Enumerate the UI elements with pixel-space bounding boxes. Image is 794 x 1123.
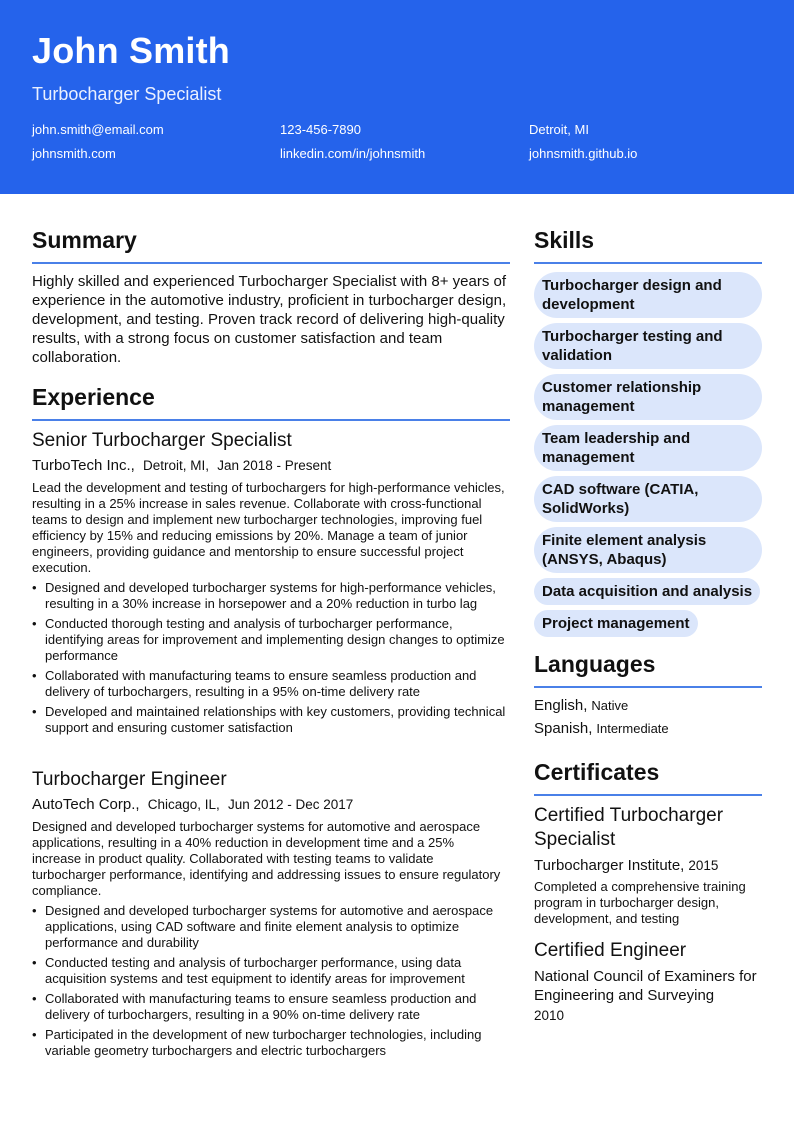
certificate-year: 2015 [688,858,719,873]
resume-header [0,0,794,194]
language-level: Native [591,698,629,713]
job-dates: Jun 2012 - Dec 2017 [227,797,354,812]
skill-tag: Data acquisition and analysis [534,578,760,605]
languages-heading: Languages [534,651,656,677]
job-bullet: • Designed and developed turbocharger systems for automotive and aerospace applications, using CAD software and finite element analysis to optimize performance and durability [32,903,510,951]
languages-divider [534,686,762,688]
skill-tag: Customer relationship management [534,374,762,420]
certificate-name: Certified Engineer [534,940,687,961]
job-meta [32,796,353,813]
certificate-year: 2010 [534,1008,565,1023]
contact-phone[interactable]: 123-456-7890 [280,122,361,137]
certificate-description: Completed a comprehensive training program in turbocharger design, development, and testing [534,879,746,926]
summary-divider [32,262,510,264]
job-bullet: • Participated in the development of new turbocharger technologies, including variable geometry turbochargers and electric turbochargers [32,1027,510,1059]
job-bullets [32,580,510,740]
job-description: Lead the development and testing of turbochargers for high-performance vehicles, resulting in a 25% increase in sales revenue. Collaborate with cross-functional teams to design and implement new turbocharger technologies, improving fuel efficiency by 15% and reducing emissions by 20%. Manage a team of junior engineers, providing guidance and mentorship to ensure successful project execution. [32,480,505,575]
skill-tag: Team leadership and management [534,425,762,471]
job-bullets [32,903,510,1063]
certificate-issuer: National Council of Examiners for Engineering and Surveying [534,968,757,1004]
job-location: Detroit, MI, [143,458,210,473]
summary-heading: Summary [32,227,137,253]
job-bullet: • Collaborated with manufacturing teams to ensure seamless production and delivery of turbochargers, resulting in a 95% on-time delivery rate [32,668,510,700]
contact-github[interactable]: johnsmith.github.io [529,146,638,161]
skill-tag: Turbocharger design and development [534,272,762,318]
summary-text: Highly skilled and experienced Turbocharger Specialist with 8+ years of experience in the automotive industry, proficient in turbocharger design, development, and testing. Proven track record of delivering high-quality results, with a strong focus on customer satisfaction and team collaboration. [32,273,507,366]
job-title: Turbocharger Engineer [32,769,227,790]
job-company: AutoTech Corp., [32,796,140,813]
job-bullet: • Collaborated with manufacturing teams to ensure seamless production and delivery of turbochargers, resulting in a 90% on-time delivery rate [32,991,510,1023]
contact-website[interactable]: johnsmith.com [32,146,116,161]
language-item [534,720,669,738]
candidate-title: Turbocharger Specialist [32,84,222,104]
skill-tag: Project management [534,610,698,637]
skill-tag: CAD software (CATIA, SolidWorks) [534,476,762,522]
contact-linkedin[interactable]: linkedin.com/in/johnsmith [280,146,426,161]
job-bullet: • Conducted thorough testing and analysis of turbocharger performance, identifying areas for improvement and implementing design changes to optimize performance [32,616,510,664]
job-bullet: • Conducted testing and analysis of turbocharger performance, using data acquisition systems and test equipment to identify areas for improvement [32,955,510,987]
language-name: English, [534,697,588,714]
skills-divider [534,262,762,264]
job-description: Designed and developed turbocharger systems for automotive and aerospace applications, resulting in a 40% reduction in development time and a 25% increase in product quality. Collaborated with testing teams to validate turbocharger performance, identifying and addressing issues to ensure regulatory compliance. [32,819,501,898]
experience-heading: Experience [32,384,155,410]
language-level: Intermediate [596,721,669,736]
contact-location: Detroit, MI [529,122,589,137]
skills-heading: Skills [534,227,595,253]
skills-list [534,272,762,642]
experience-divider [32,419,510,421]
job-meta [32,457,331,474]
skill-tag: Finite element analysis (ANSYS, Abaqus) [534,527,762,573]
certificate-name: Certified Turbocharger Specialist [534,805,724,850]
contact-email[interactable]: john.smith@email.com [32,122,164,137]
job-location: Chicago, IL, [147,797,220,812]
job-bullet: • Developed and maintained relationships with key customers, providing technical support and ensuring customer satisfaction [32,704,510,736]
certificate-issuer: Turbocharger Institute, [534,857,685,874]
job-title: Senior Turbocharger Specialist [32,430,292,451]
certificates-heading: Certificates [534,759,660,785]
skill-tag: Turbocharger testing and validation [534,323,762,369]
job-bullet: • Designed and developed turbocharger systems for high-performance vehicles, resulting in a 30% increase in horsepower and a 20% reduction in turbo lag [32,580,510,612]
language-name: Spanish, [534,720,593,737]
certificates-divider [534,794,762,796]
certificate-issuer-line [534,856,762,875]
job-company: TurboTech Inc., [32,457,135,474]
language-item [534,697,628,715]
job-dates: Jan 2018 - Present [217,458,332,473]
candidate-name: John Smith [32,30,230,71]
